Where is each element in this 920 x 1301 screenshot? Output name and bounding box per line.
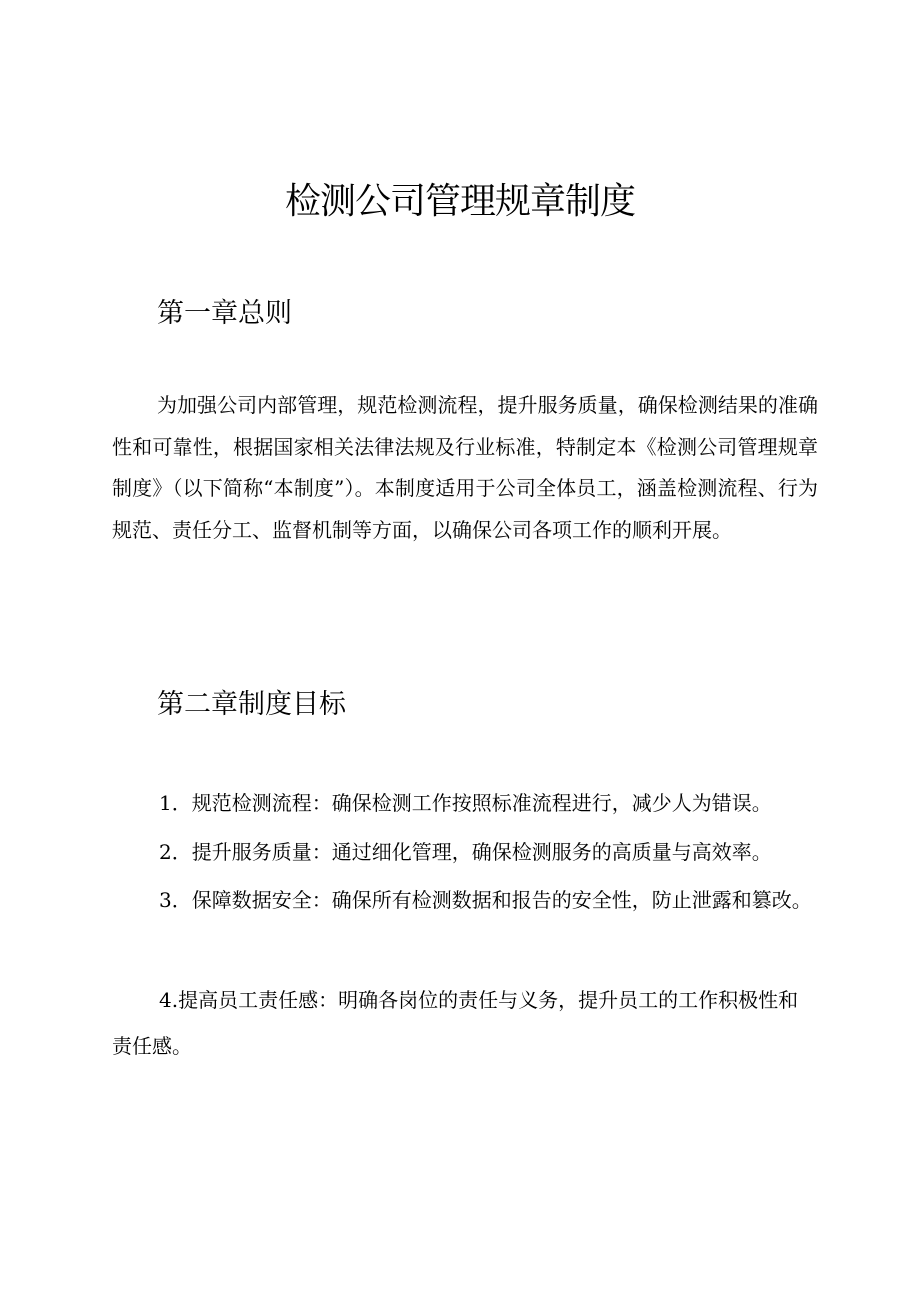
- goal-item-1: 1．规范检测流程：确保检测工作按照标准流程进行，减少人为错误。: [159, 791, 772, 815]
- chapter-2-heading: 第二章制度目标: [157, 689, 346, 720]
- goal-item-3: 3．保障数据安全：确保所有检测数据和报告的安全性，防止泄露和篡改。: [159, 888, 812, 912]
- chapter-1-heading: 第一章总则: [157, 298, 292, 329]
- chapter-1-paragraph: 为加强公司内部管理，规范检测流程，提升服务质量，确保检测结果的准确性和可靠性，根据国家相关法律法规及行业标准，特制定本《检测公司管理规章制度》（以下简称“本制度”）。本制度适用于公司全体员工，涵盖检测流程、行为规范、责任分工、监督机制等方面，以确保公司各项工作的顺利开展。: [112, 393, 818, 542]
- goal-item-2: 2．提升服务质量：通过细化管理，确保检测服务的高质量与高效率。: [159, 840, 772, 864]
- document-title: 检测公司管理规章制度: [284, 181, 635, 222]
- goal-item-4: 4.提高员工责任感：明确各岗位的责任与义务，提升员工的工作积极性和责任感。: [112, 988, 799, 1058]
